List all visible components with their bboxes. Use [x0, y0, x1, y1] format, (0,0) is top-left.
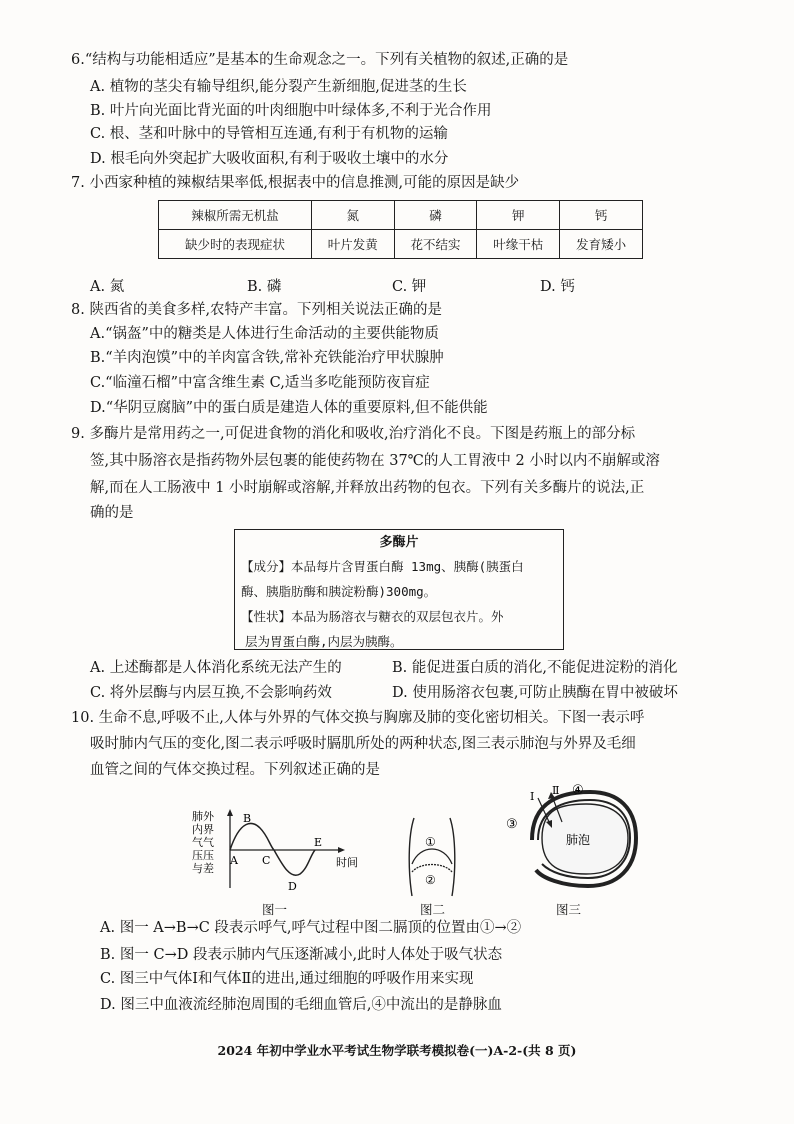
x-axis-arrow-icon [338, 847, 345, 853]
q10-stem-line3: 血管之间的气体交换过程。下列叙述正确的是 [90, 762, 380, 778]
q10-option-d: D. 图三中血液流经肺泡周围的毛细血管后,④中流出的是静脉血 [100, 997, 502, 1013]
figure1-caption: 图一 [262, 902, 288, 917]
gas-label-2: Ⅱ [552, 784, 560, 797]
figure3-alveolus [502, 778, 642, 900]
q7-option-a: A. 氮 [90, 279, 125, 295]
table-cell: 钾 [477, 201, 560, 230]
table-cell: 花不结实 [394, 230, 477, 259]
q6-option-b: B. 叶片向光面比背光面的叶肉细胞中叶绿体多,不利于光合作用 [90, 103, 492, 119]
medicine-label-line: 层为胃蛋白酶,内层为胰酶。 [245, 634, 403, 649]
q10-option-a: A. 图一 A→B→C 段表示呼气,呼气过程中图二膈顶的位置由①→② [100, 920, 522, 936]
position-mark-2: ② [425, 873, 436, 887]
q9-stem-line3: 解,而在人工肠液中 1 小时崩解或溶解,并释放出药物的包衣。下列有关多酶片的说法,正 [90, 480, 645, 496]
ylabel-line: 压压 [192, 849, 214, 862]
figure3-caption: 图三 [556, 902, 582, 917]
point-label-b: B [243, 812, 252, 825]
q10-option-c: C. 图三中气体Ⅰ和气体Ⅱ的进出,通过细胞的呼吸作用来实现 [100, 971, 474, 987]
point-label-d: D [288, 880, 297, 893]
table-cell: 叶缘干枯 [477, 230, 560, 259]
q9-option-d: D. 使用肠溶衣包裹,可防止胰酶在胃中被破坏 [392, 685, 678, 701]
diaphragm-up [412, 849, 452, 864]
diaphragm-down [412, 865, 452, 873]
point-label-a: A [230, 854, 238, 867]
q9-stem-line2: 签,其中肠溶衣是指药物外层包裹的能使药物在 37℃的人工胃液中 2 小时以内不崩解或溶 [90, 453, 660, 469]
q9-option-b: B. 能促进蛋白质的消化,不能促进淀粉的消化 [392, 660, 678, 676]
table-cell: 钙 [560, 201, 643, 230]
table-cell: 缺少时的表现症状 [159, 230, 312, 259]
q7-option-d: D. 钙 [540, 279, 575, 295]
medicine-label-title: 多酶片 [379, 535, 419, 550]
table-cell: 氮 [311, 201, 394, 230]
q6-option-d: D. 根毛向外突起扩大吸收面积,有利于吸收土壤中的水分 [90, 151, 449, 167]
q9-stem-line4: 确的是 [90, 505, 134, 521]
xlabel: 时间 [336, 856, 358, 869]
point-label-e: E [314, 836, 323, 849]
ylabel-line: 气气 [192, 836, 214, 849]
medicine-label-line: 【成分】本品每片含胃蛋白酶 13mg、胰酶(胰蛋白 [241, 559, 524, 574]
vessel-mark-4: ④ [572, 783, 584, 798]
figure2-caption: 图二 [420, 902, 446, 917]
alveolus-label: 肺泡 [566, 833, 591, 847]
q7-option-b: B. 磷 [247, 279, 282, 295]
table-row [159, 201, 643, 230]
q6-option-a: A. 植物的茎尖有输导组织,能分裂产生新细胞,促进茎的生长 [90, 79, 467, 95]
q8-option-d: D.“华阴豆腐脑”中的蛋白质是建造人体的重要原料,但不能供能 [90, 400, 488, 416]
table-cell: 发育矮小 [560, 230, 643, 259]
ylabel-line: 与差 [192, 862, 214, 875]
q8-option-c: C.“临潼石榴”中富含维生素 C,适当多吃能预防夜盲症 [90, 375, 430, 391]
q9-stem-line1: 9. 多酶片是常用药之一,可促进食物的消化和吸收,治疗消化不良。下图是药瓶上的部分标 [71, 426, 636, 442]
ylabel-line: 内界 [192, 823, 214, 836]
chest-wall-left [409, 818, 414, 896]
point-label-c: C [262, 854, 271, 867]
chest-wall-right [450, 818, 455, 896]
q6-option-c: C. 根、茎和叶脉中的导管相互连通,有利于有机物的运输 [90, 126, 448, 142]
table-row [159, 230, 643, 259]
medicine-label-line: 酶、胰脂肪酶和胰淀粉酶)300mg。 [241, 584, 437, 599]
table-cell: 叶片发黄 [311, 230, 394, 259]
table-cell: 辣椒所需无机盐 [159, 201, 312, 230]
medicine-label [234, 529, 564, 650]
gas-label-1: Ⅰ [530, 790, 535, 803]
q9-option-a: A. 上述酶都是人体消化系统无法产生的 [90, 660, 342, 676]
medicine-label-line: 【性状】本品为肠溶衣与糖衣的双层包衣片。外 [241, 609, 504, 624]
q9-option-c: C. 将外层酶与内层互换,不会影响药效 [90, 685, 332, 701]
q7-mineral-table [158, 200, 643, 259]
q7-option-c: C. 钾 [392, 279, 427, 295]
q10-option-b: B. 图一 C→D 段表示肺内气压逐渐减小,此时人体处于吸气状态 [100, 947, 503, 963]
position-mark-1: ① [425, 835, 436, 849]
q8-option-b: B.“羊肉泡馍”中的羊肉富含铁,常补充铁能治疗甲状腺肿 [90, 350, 444, 366]
q8-stem: 8. 陕西省的美食多样,农特产丰富。下列相关说法正确的是 [71, 302, 443, 318]
page-footer: 2024 年初中学业水平考试生物学联考模拟卷(一)A-2-(共 8 页) [217, 1043, 577, 1058]
figure1-pressure-graph [190, 808, 370, 898]
q7-stem: 7. 小西家种植的辣椒结果率低,根据表中的信息推测,可能的原因是缺少 [71, 175, 520, 191]
vessel-mark-3: ③ [506, 817, 518, 832]
table-cell: 磷 [394, 201, 477, 230]
figure2-diaphragm [402, 816, 462, 898]
q10-stem-line2: 吸时肺内气压的变化,图二表示呼吸时膈肌所处的两种状态,图三表示肺泡与外界及毛细 [90, 736, 636, 752]
y-axis-arrow-icon [227, 809, 233, 816]
q8-option-a: A.“锅盔”中的糖类是人体进行生命活动的主要供能物质 [90, 326, 439, 342]
ylabel-line: 肺外 [192, 810, 214, 823]
q6-stem: 6.“结构与功能相适应”是基本的生命观念之一。下列有关植物的叙述,正确的是 [71, 52, 569, 68]
q10-stem-line1: 10. 生命不息,呼吸不止,人体与外界的气体交换与胸廓及肺的变化密切相关。下图一表示呼 [71, 710, 645, 726]
